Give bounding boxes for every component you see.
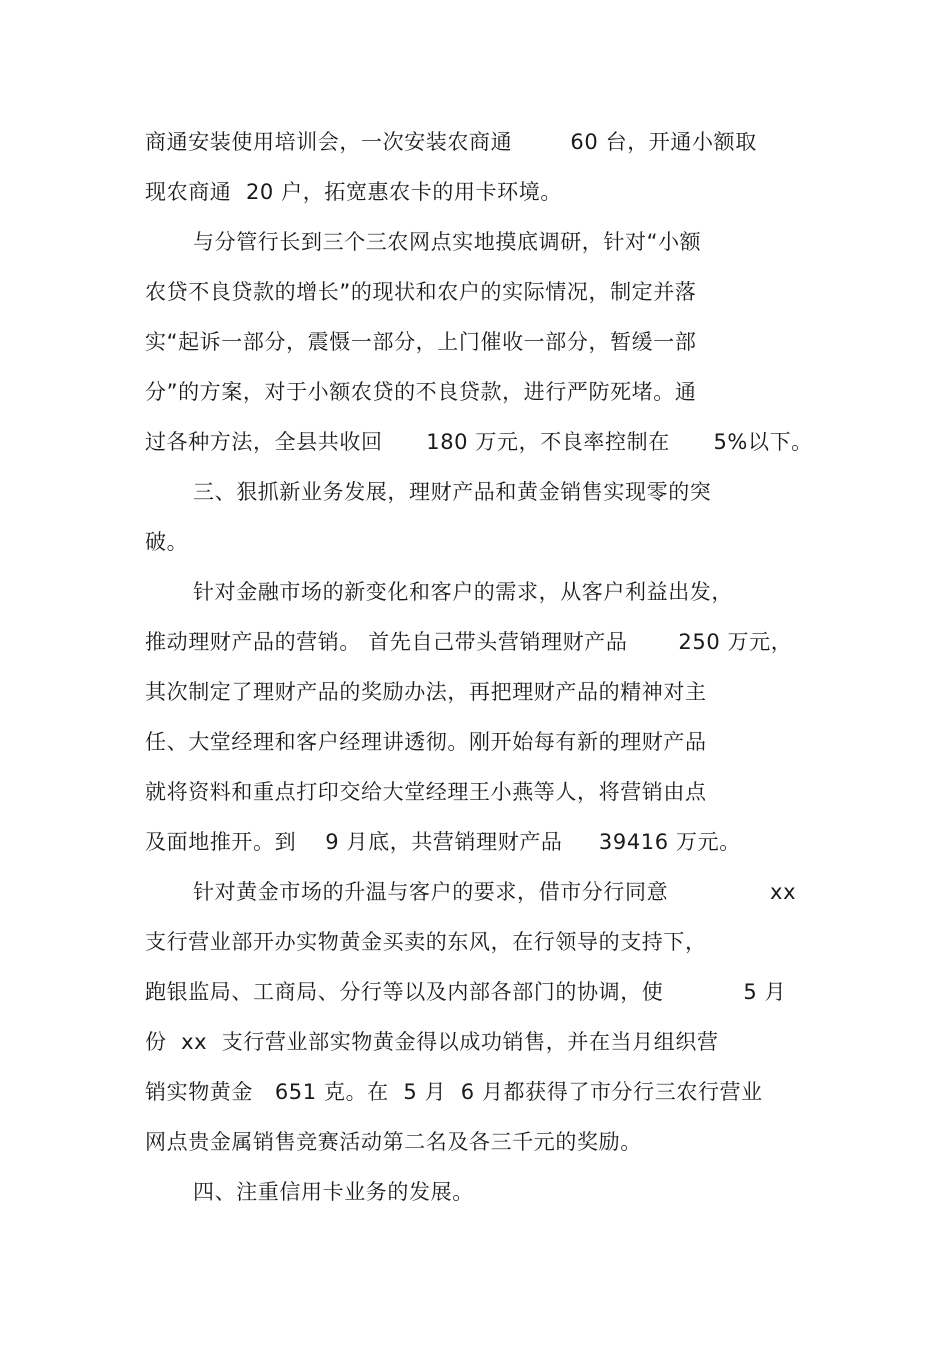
text-line: 销实物黄金 651 克。在 5 月 6 月都获得了市分行三农行营业 (145, 1080, 763, 1104)
text-line: 份 xx 支行营业部实物黄金得以成功销售，并在当月组织营 (145, 1030, 719, 1054)
text-line: 农贷不良贷款的增长”的现状和农户的实际情况，制定并落 (145, 280, 697, 304)
text-line: 网点贵金属销售竞赛活动第二名及各三千元的奖励。 (145, 1130, 642, 1154)
text-line: 跑银监局、工商局、分行等以及内部各部门的协调，使 5 月 (145, 980, 787, 1004)
text-line: 过各种方法，全县共收回 180 万元，不良率控制在 5%以下。 (145, 430, 813, 454)
text-line: 就将资料和重点打印交给大堂经理王小燕等人，将营销由点 (145, 780, 707, 804)
paragraph-start-line: 与分管行长到三个三农网点实地摸底调研，针对“小额 (193, 230, 702, 254)
text-line: 任、大堂经理和客户经理讲透彻。刚开始每有新的理财产品 (145, 730, 707, 754)
text-line: 商通安装使用培训会，一次安装农商通 60 台，开通小额取 (145, 130, 757, 154)
text-line: 及面地推开。到 9 月底，共营销理财产品 39416 万元。 (145, 830, 741, 854)
paragraph-start-line: 针对金融市场的新变化和客户的需求，从客户利益出发， (193, 580, 733, 604)
text-line: 现农商通 20 户，拓宽惠农卡的用卡环境。 (145, 180, 562, 204)
section-heading-line: 三、狠抓新业务发展，理财产品和黄金销售实现零的突 (193, 480, 712, 504)
text-line: 推动理财产品的营销。 首先自己带头营销理财产品 250 万元， (145, 630, 793, 654)
text-line: 其次制定了理财产品的奖励办法，再把理财产品的精神对主 (145, 680, 707, 704)
section-heading-line: 四、注重信用卡业务的发展。 (193, 1180, 474, 1204)
paragraph-start-line: 针对黄金市场的升温与客户的要求，借市分行同意 xx (193, 880, 797, 904)
text-line: 实“起诉一部分，震慑一部分，上门催收一部分，暂缓一部 (145, 330, 697, 354)
text-line: 分”的方案，对于小额农贷的不良贷款，进行严防死堵。通 (145, 380, 697, 404)
section-heading-line: 破。 (145, 530, 189, 554)
text-line: 支行营业部开办实物黄金买卖的东风，在行领导的支持下， (145, 930, 707, 954)
